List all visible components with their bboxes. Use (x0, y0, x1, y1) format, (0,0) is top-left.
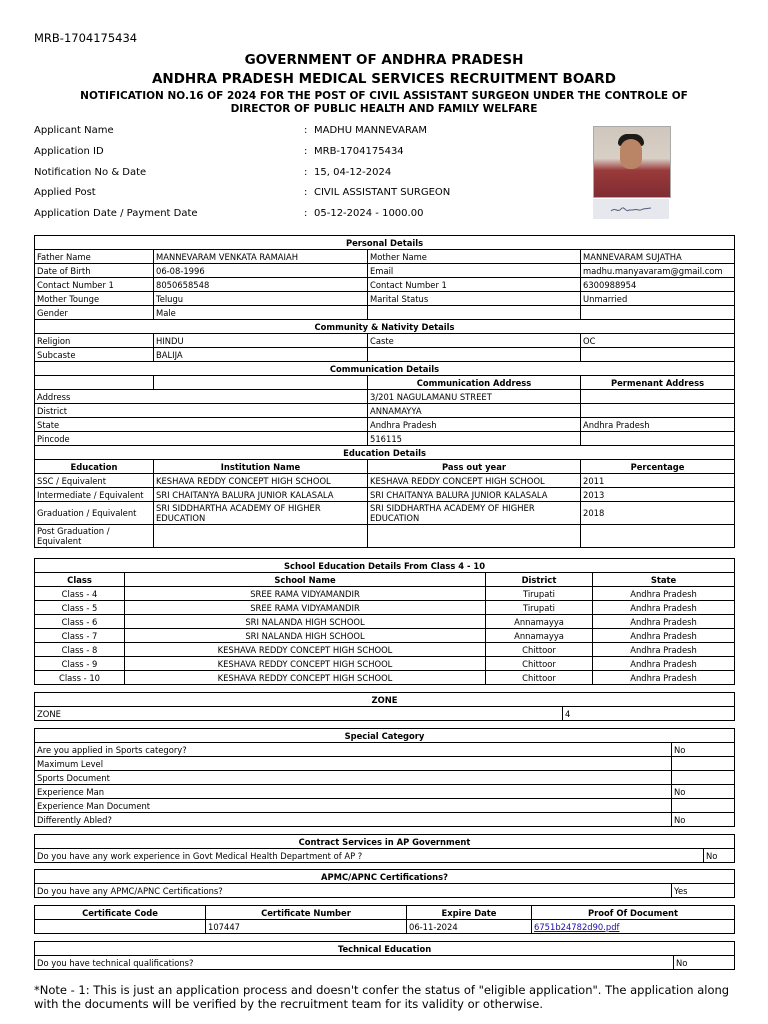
school-education-heading: School Education Details From Class 4 - 10 (35, 559, 735, 573)
table-row (35, 799, 735, 813)
school-education-table (34, 558, 735, 685)
expire-date-header: Expire Date (407, 906, 532, 920)
religion-label: Religion (35, 334, 154, 348)
school-name-cell: KESHAVA REDDY CONCEPT HIGH SCHOOL (125, 657, 486, 671)
mother-tongue-value: Telugu (154, 292, 368, 306)
school-name-cell: KESHAVA REDDY CONCEPT HIGH SCHOOL (125, 671, 486, 685)
class-cell: Class - 9 (35, 657, 125, 671)
applicant-name-value: MADHU MANNEVARAM (314, 125, 427, 136)
table-row (35, 849, 735, 863)
contract-services-heading: Contract Services in AP Government (35, 835, 735, 849)
certificate-number-header: Certificate Number (206, 906, 407, 920)
table-row (35, 418, 735, 432)
community-details-heading: Community & Nativity Details (35, 320, 735, 334)
certificate-code (35, 920, 206, 934)
table-row (35, 643, 735, 657)
separator: : (304, 125, 308, 136)
education-header: Education (35, 460, 154, 474)
personal-details-heading: Personal Details (35, 236, 735, 250)
state-cell: Andhra Pradesh (593, 587, 735, 601)
state-cell: Andhra Pradesh (593, 643, 735, 657)
experience-man-label: Experience Man (35, 785, 672, 799)
table-row (35, 488, 735, 502)
school-name-cell: KESHAVA REDDY CONCEPT HIGH SCHOOL (125, 643, 486, 657)
institution-name: SRI CHAITANYA BALURA JUNIOR KALASALA (154, 488, 368, 502)
main-details-table (34, 235, 735, 548)
table-row (35, 334, 735, 348)
passout-year: SRI CHAITANYA BALURA JUNIOR KALASALA (368, 488, 581, 502)
school-name-cell: SRI NALANDA HIGH SCHOOL (125, 629, 486, 643)
contact1-value: 8050658548 (154, 278, 368, 292)
district-header: District (486, 573, 593, 587)
passout-year (368, 525, 581, 548)
table-row (35, 657, 735, 671)
father-name-value: MANNEVARAM VENKATA RAMAIAH (154, 250, 368, 264)
contact2-value: 6300988954 (581, 278, 735, 292)
separator: : (304, 167, 308, 178)
apmc-table (34, 869, 735, 898)
education-level: Post Graduation / Equivalent (35, 525, 154, 548)
zone-heading: ZONE (35, 693, 735, 707)
table-row (35, 432, 735, 446)
gender-value: Male (154, 306, 368, 320)
pincode-label: Pincode (35, 432, 368, 446)
contact2-label: Contact Number 1 (368, 278, 581, 292)
state-label: State (35, 418, 368, 432)
certificate-code-header: Certificate Code (35, 906, 206, 920)
table-row (35, 615, 735, 629)
differently-abled-value: No (672, 813, 735, 827)
table-row (35, 264, 735, 278)
photo-face (620, 139, 642, 169)
table-row (35, 601, 735, 615)
percentage-header: Percentage (581, 460, 735, 474)
table-row (35, 404, 735, 418)
certificate-number: 107447 (206, 920, 407, 934)
table-row (35, 671, 735, 685)
reference-id: MRB-1704175434 (34, 31, 138, 45)
institution-name (154, 525, 368, 548)
sports-document-value (672, 771, 735, 785)
table-row (35, 813, 735, 827)
subcaste-label: Subcaste (35, 348, 154, 362)
state-cell: Andhra Pradesh (593, 629, 735, 643)
table-row (35, 390, 735, 404)
certificate-table (34, 905, 735, 934)
percentage: 2011 (581, 474, 735, 488)
school-name-header: School Name (125, 573, 486, 587)
sports-document-label: Sports Document (35, 771, 672, 785)
percentage: 2013 (581, 488, 735, 502)
table-row (35, 743, 735, 757)
mother-tongue-label: Mother Tounge (35, 292, 154, 306)
address-value: 3/201 NAGULAMANU STREET (368, 390, 581, 404)
contact1-label: Contact Number 1 (35, 278, 154, 292)
experience-man-document-label: Experience Man Document (35, 799, 672, 813)
table-row (35, 707, 735, 721)
table-row (35, 292, 735, 306)
mother-name-label: Mother Name (368, 250, 581, 264)
contract-question: Do you have any work experience in Govt Medical Health Department of AP ? (35, 849, 704, 863)
education-details-heading: Education Details (35, 446, 735, 460)
table-row (35, 474, 735, 488)
applied-post-value: CIVIL ASSISTANT SURGEON (314, 187, 451, 198)
institution-header: Institution Name (154, 460, 368, 474)
differently-abled-label: Differently Abled? (35, 813, 672, 827)
passout-year: SRI SIDDHARTHA ACADEMY OF HIGHER EDUCATION (368, 502, 581, 525)
caste-label: Caste (368, 334, 581, 348)
table-row (35, 525, 735, 548)
state-cell: Andhra Pradesh (593, 601, 735, 615)
percentage (581, 525, 735, 548)
zone-value: 4 (563, 707, 735, 721)
notification-title: NOTIFICATION NO.16 OF 2024 FOR THE POST OF CIVIL ASSISTANT SURGEON UNDER THE CONTROLE OF DIRECTOR OF PUBLIC HEALTH AND FAMILY WELFARE (80, 90, 688, 115)
class-cell: Class - 5 (35, 601, 125, 615)
table-row (35, 785, 735, 799)
state-value: Andhra Pradesh (368, 418, 581, 432)
experience-man-value: No (672, 785, 735, 799)
table-row (35, 771, 735, 785)
district-label: District (35, 404, 368, 418)
permanent-state-value: Andhra Pradesh (581, 418, 735, 432)
apmc-question: Do you have any APMC/APNC Certifications? (35, 884, 672, 898)
applicant-name-label: Applicant Name (34, 125, 114, 136)
passout-header: Pass out year (368, 460, 581, 474)
applicant-signature (593, 199, 669, 219)
table-row (35, 348, 735, 362)
institution-name: KESHAVA REDDY CONCEPT HIGH SCHOOL (154, 474, 368, 488)
email-value: madhu.manyavaram@gmail.com (581, 264, 735, 278)
separator: : (304, 187, 308, 198)
state-cell: Andhra Pradesh (593, 615, 735, 629)
district-cell: Annamayya (486, 615, 593, 629)
separator: : (304, 146, 308, 157)
state-cell: Andhra Pradesh (593, 657, 735, 671)
experience-man-document-value (672, 799, 735, 813)
gender-label: Gender (35, 306, 154, 320)
contract-answer: No (704, 849, 735, 863)
table-row (35, 920, 735, 934)
email-label: Email (368, 264, 581, 278)
contract-services-table (34, 834, 735, 863)
signature-icon (593, 199, 669, 219)
religion-value: HINDU (154, 334, 368, 348)
dob-value: 06-08-1996 (154, 264, 368, 278)
address-label: Address (35, 390, 368, 404)
apmc-heading: APMC/APNC Certifications? (35, 870, 735, 884)
notification-label: Notification No & Date (34, 167, 147, 178)
dob-label: Date of Birth (35, 264, 154, 278)
class-cell: Class - 8 (35, 643, 125, 657)
payment-label: Application Date / Payment Date (34, 208, 198, 219)
proof-document-link[interactable]: 6751b24782d90.pdf (534, 921, 620, 932)
marital-status-value: Unmarried (581, 292, 735, 306)
district-cell: Chittoor (486, 671, 593, 685)
school-name-cell: SREE RAMA VIDYAMANDIR (125, 601, 486, 615)
district-cell: Annamayya (486, 629, 593, 643)
education-level: SSC / Equivalent (35, 474, 154, 488)
separator: : (304, 208, 308, 219)
applied-post-label: Applied Post (34, 187, 96, 198)
table-row (35, 306, 735, 320)
payment-value: 05-12-2024 - 1000.00 (314, 208, 424, 219)
technical-answer: No (674, 956, 735, 970)
application-id-label: Application ID (34, 146, 104, 157)
application-id-value: MRB-1704175434 (314, 146, 404, 157)
caste-value: OC (581, 334, 735, 348)
expire-date: 06-11-2024 (407, 920, 532, 934)
maximum-level-value (672, 757, 735, 771)
disclaimer-note: *Note - 1: This is just an application process and doesn't confer the status of "eligible application". The application along with the documents will be verified by the recruitment team for its validity or otherwise. (34, 983, 730, 1011)
permanent-address-header: Permenant Address (581, 376, 735, 390)
apmc-answer: Yes (672, 884, 735, 898)
marital-status-label: Marital Status (368, 292, 581, 306)
sports-category-question: Are you applied in Sports category? (35, 743, 672, 757)
government-title: GOVERNMENT OF ANDHRA PRADESH (244, 52, 524, 68)
zone-label: ZONE (35, 707, 563, 721)
technical-education-heading: Technical Education (35, 942, 735, 956)
class-header: Class (35, 573, 125, 587)
zone-table (34, 692, 735, 721)
mother-name-value: MANNEVARAM SUJATHA (581, 250, 735, 264)
institution-name: SRI SIDDHARTHA ACADEMY OF HIGHER EDUCATION (154, 502, 368, 525)
table-row (35, 757, 735, 771)
maximum-level-label: Maximum Level (35, 757, 672, 771)
communication-details-heading: Communication Details (35, 362, 735, 376)
district-value: ANNAMAYYA (368, 404, 581, 418)
district-cell: Tirupati (486, 587, 593, 601)
notification-value: 15, 04-12-2024 (314, 167, 392, 178)
table-row (35, 250, 735, 264)
district-cell: Tirupati (486, 601, 593, 615)
pincode-value: 516115 (368, 432, 581, 446)
father-name-label: Father Name (35, 250, 154, 264)
communication-address-header: Communication Address (368, 376, 581, 390)
table-row (35, 884, 735, 898)
proof-document-header: Proof Of Document (532, 906, 735, 920)
passout-year: KESHAVA REDDY CONCEPT HIGH SCHOOL (368, 474, 581, 488)
sports-category-answer: No (672, 743, 735, 757)
applicant-photo (593, 126, 671, 198)
state-header: State (593, 573, 735, 587)
table-row (35, 587, 735, 601)
class-cell: Class - 7 (35, 629, 125, 643)
table-row (35, 629, 735, 643)
class-cell: Class - 4 (35, 587, 125, 601)
percentage: 2018 (581, 502, 735, 525)
table-row (35, 278, 735, 292)
special-category-table (34, 728, 735, 827)
special-category-heading: Special Category (35, 729, 735, 743)
table-row (35, 502, 735, 525)
education-level: Graduation / Equivalent (35, 502, 154, 525)
board-title: ANDHRA PRADESH MEDICAL SERVICES RECRUITMENT BOARD (151, 71, 617, 87)
subcaste-value: BALIJA (154, 348, 368, 362)
technical-education-table (34, 941, 735, 970)
table-row (35, 956, 735, 970)
school-name-cell: SREE RAMA VIDYAMANDIR (125, 587, 486, 601)
school-name-cell: SRI NALANDA HIGH SCHOOL (125, 615, 486, 629)
technical-question: Do you have technical qualifications? (35, 956, 674, 970)
district-cell: Chittoor (486, 643, 593, 657)
class-cell: Class - 6 (35, 615, 125, 629)
district-cell: Chittoor (486, 657, 593, 671)
class-cell: Class - 10 (35, 671, 125, 685)
state-cell: Andhra Pradesh (593, 671, 735, 685)
education-level: Intermediate / Equivalent (35, 488, 154, 502)
